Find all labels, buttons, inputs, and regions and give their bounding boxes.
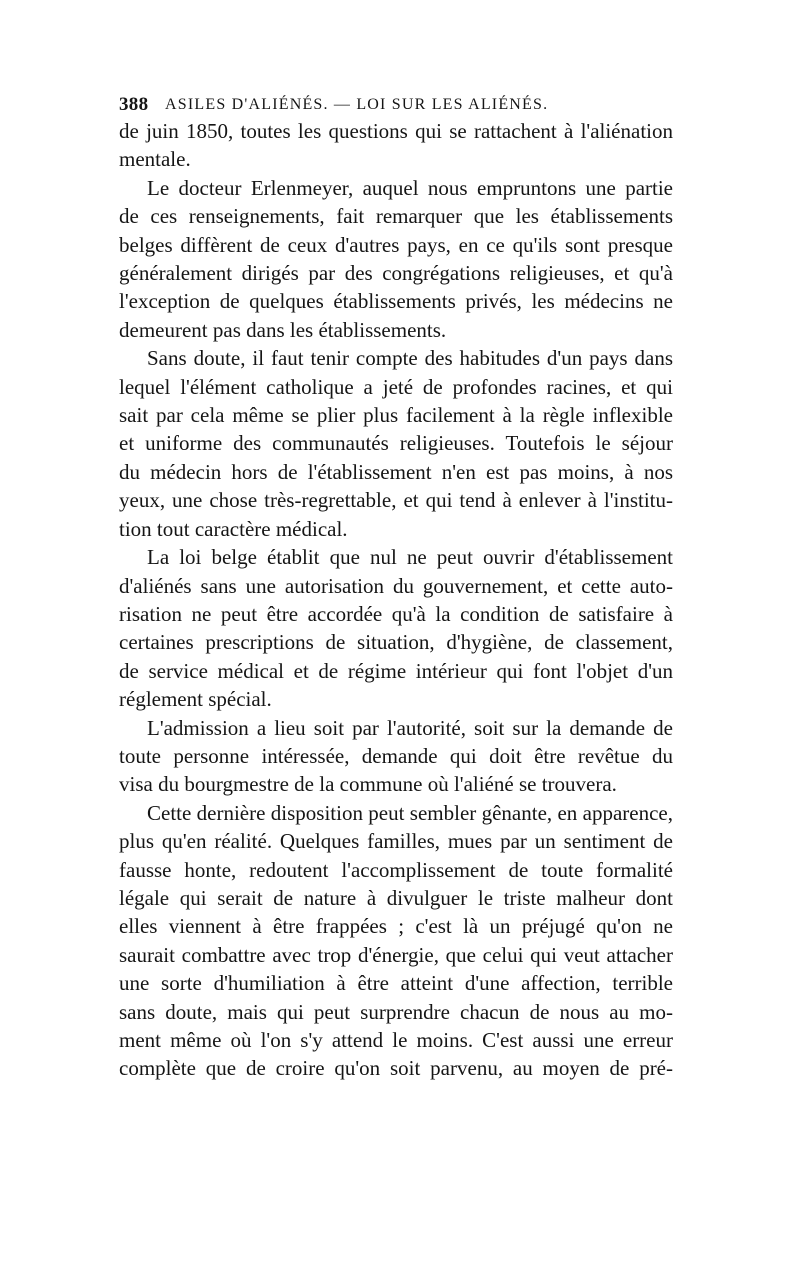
text-line: de service médical et de régime intérieur qui font l'objet d'un — [119, 658, 673, 683]
text-line: sans doute, mais qui peut surprendre chacun de nous au mo- — [119, 999, 673, 1024]
text-line: certaines prescriptions de situation, d'hygiène, de classement, — [119, 630, 673, 655]
text-line: Cette dernière disposition peut sembler gênante, en apparence, — [147, 800, 673, 825]
text-line: du médecin hors de l'établissement n'en est pas moins, à nos — [119, 459, 673, 484]
text-line: une sorte d'humiliation à être atteint d'une affection, terrible — [119, 971, 673, 996]
paragraph-3 — [119, 344, 673, 543]
text-line: tion tout caractère médical. — [119, 516, 348, 541]
text-line: L'admission a lieu soit par l'autorité, soit sur la demande de — [147, 715, 673, 740]
paragraph-5 — [119, 714, 673, 799]
text-line: toute personne intéressée, demande qui doit être revêtue du — [119, 743, 673, 768]
text-line: généralement dirigés par des congrégations religieuses, et qu'à — [119, 261, 673, 286]
text-line: d'aliénés sans une autorisation du gouvernement, et cette auto- — [119, 573, 673, 598]
text-line: elles viennent à être frappées ; c'est là un préjugé qu'on ne — [119, 914, 673, 939]
text-line: visa du bourgmestre de la commune où l'aliéné se trouvera. — [119, 772, 617, 797]
text-line: demeurent pas dans les établissements. — [119, 317, 447, 342]
text-line: de ces renseignements, fait remarquer que les établissements — [119, 204, 673, 229]
paragraph-1 — [119, 117, 673, 174]
text-line: réglement spécial. — [119, 687, 272, 712]
paragraph-2 — [119, 174, 673, 344]
text-line: belges diffèrent de ceux d'autres pays, en ce qu'ils sont presque — [119, 232, 673, 257]
text-line: fausse honte, redoutent l'accomplissement de toute formalité — [119, 857, 673, 882]
text-line: ment même où l'on s'y attend le moins. C'est aussi une erreur — [119, 1028, 673, 1052]
paragraph-6 — [119, 799, 673, 1083]
text-line: complète que de croire qu'on soit parvenu, au moyen de pré- — [119, 1056, 673, 1081]
text-line: mentale. — [119, 147, 191, 172]
page-number: 388 — [119, 94, 149, 115]
text-line: légale qui serait de nature à divulguer le triste malheur dont — [119, 885, 673, 910]
text-line: Sans doute, il faut tenir compte des habitudes d'un pays dans — [147, 346, 673, 371]
text-line: de juin 1850, toutes les questions qui se rattachent à l'aliénation — [119, 119, 673, 143]
text-line: La loi belge établit que nul ne peut ouvrir d'établissement — [147, 545, 673, 570]
text-line: Le docteur Erlenmeyer, auquel nous empruntons une partie — [147, 175, 673, 200]
book-page — [119, 90, 673, 1083]
running-head — [119, 90, 673, 116]
text-line: yeux, une chose très-regrettable, et qui tend à enlever à l'institu- — [119, 488, 673, 513]
paragraph-4 — [119, 543, 673, 713]
text-line: saurait combattre avec trop d'énergie, que celui qui veut attacher — [119, 942, 673, 967]
running-title: ASILES D'ALIÉNÉS. — LOI SUR LES ALIÉNÉS. — [165, 96, 549, 113]
text-line: risation ne peut être accordée qu'à la condition de satisfaire à — [119, 601, 673, 626]
body-text — [119, 117, 673, 1083]
text-line: l'exception de quelques établissements privés, les médecins ne — [119, 289, 673, 314]
text-line: sait par cela même se plier plus facilement à la règle inflexible — [119, 403, 673, 428]
text-line: lequel l'élément catholique a jeté de profondes racines, et qui — [119, 374, 673, 399]
text-line: plus qu'en réalité. Quelques familles, mues par un sentiment de — [119, 829, 673, 854]
text-line: et uniforme des communautés religieuses. Toutefois le séjour — [119, 431, 673, 456]
